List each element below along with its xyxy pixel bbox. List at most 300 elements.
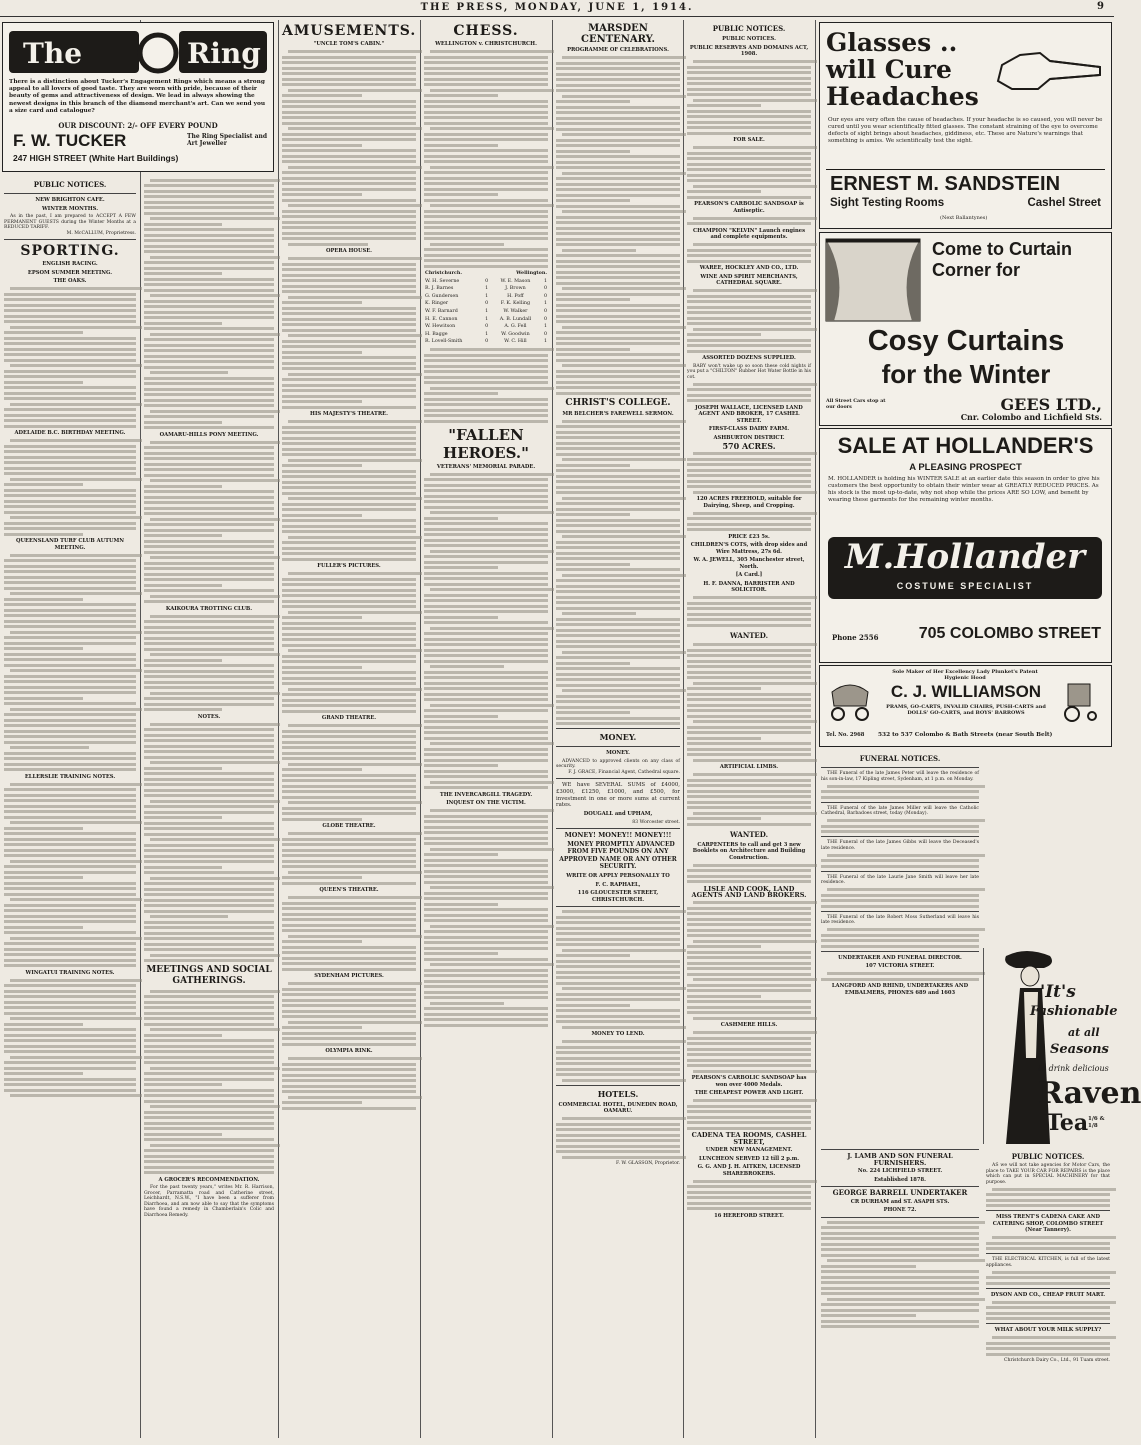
chess-cell: 1 (485, 286, 489, 292)
luncheon-line: LUNCHEON SERVED 12 till 2 p.m. (698, 1155, 800, 1162)
his-majesty-heading: HIS MAJESTY'S THEATRE. (310, 411, 388, 417)
text-line (424, 837, 548, 840)
chess-cell: 0 (485, 278, 489, 284)
christs-college-heading: CHRIST'S COLLEGE. (565, 397, 671, 408)
text-line (821, 1320, 979, 1323)
text-line (282, 232, 416, 235)
text-line (556, 348, 630, 351)
sale-prospect: A PLEASING PROSPECT (909, 462, 1022, 473)
text-block (687, 60, 811, 135)
text-line (821, 825, 979, 828)
text-line (687, 649, 811, 652)
text-line (986, 1276, 1110, 1279)
chess-cell: 0 (485, 324, 489, 330)
text-line (827, 888, 985, 891)
text-line (144, 926, 274, 929)
text-line (424, 94, 498, 97)
card-heading: [A Card.] (735, 572, 763, 578)
text-line (4, 370, 136, 373)
text-line (562, 1079, 686, 1082)
text-line (282, 682, 416, 685)
text-line (144, 739, 274, 742)
text-line (144, 932, 274, 935)
text-line (562, 458, 686, 461)
text-line (424, 671, 548, 674)
text-line (424, 414, 548, 417)
text-line (556, 954, 630, 957)
text-line (693, 491, 817, 494)
text-line (4, 636, 136, 639)
money-heading: MONEY. (599, 732, 637, 742)
text-line (288, 1021, 422, 1024)
text-line (282, 589, 416, 592)
text-line (424, 638, 548, 641)
text-line (144, 463, 274, 466)
text-line (687, 1037, 811, 1040)
text-line (144, 767, 222, 770)
text-line (562, 612, 636, 615)
text-line (556, 552, 680, 555)
text-line (282, 796, 416, 799)
text-line (424, 892, 548, 895)
text-line (687, 1000, 811, 1003)
text-line (556, 128, 680, 131)
raven-at-all: at all (1068, 1026, 1100, 1039)
text-line (4, 1012, 136, 1015)
text-line (424, 116, 548, 119)
text-line (4, 810, 136, 813)
text-line (687, 951, 811, 954)
text-line (4, 876, 83, 879)
text-line (144, 446, 274, 449)
text-line (282, 730, 416, 733)
text-line (4, 450, 136, 453)
text-line (687, 1059, 811, 1062)
text-line (821, 1276, 979, 1279)
text-line (424, 903, 498, 906)
text-line (282, 812, 416, 815)
text-line (556, 1128, 680, 1131)
text-line (556, 188, 680, 191)
text-line (144, 827, 274, 830)
text-line (144, 1039, 274, 1042)
text-line (144, 195, 274, 198)
text-line (288, 204, 422, 207)
text-line (282, 946, 416, 949)
text-line (4, 603, 136, 606)
text-line (144, 805, 274, 808)
text-line (687, 126, 811, 129)
text-line (282, 876, 362, 879)
text-line (144, 421, 222, 424)
chess-cell: H. Poff (507, 293, 524, 299)
text-line (827, 785, 985, 788)
text-line (282, 633, 416, 636)
text-line (424, 566, 498, 569)
text-line (424, 930, 548, 933)
chess-cell: W. E. Mason (500, 278, 531, 284)
text-line (693, 452, 817, 455)
text-line (693, 773, 817, 776)
masthead (0, 0, 1114, 17)
text-block (687, 643, 811, 762)
text-line (556, 199, 630, 202)
text-block (144, 179, 274, 430)
text-line (4, 909, 136, 912)
text-line (556, 183, 680, 186)
text-line (687, 676, 811, 679)
text-line (687, 311, 811, 314)
text-line (144, 745, 274, 748)
text-line (986, 1242, 1110, 1245)
column-rule (140, 20, 141, 1438)
text-block (4, 287, 136, 428)
text-line (144, 474, 274, 477)
text-line (556, 1150, 680, 1153)
text-line (282, 105, 416, 108)
text-line (4, 882, 136, 885)
text-line (687, 801, 811, 804)
text-line (556, 260, 680, 263)
text-line (144, 250, 274, 253)
text-line (282, 1063, 416, 1066)
text-line (424, 908, 548, 911)
text-line (282, 268, 416, 271)
text-line (556, 722, 680, 725)
text-line (282, 182, 416, 185)
text-line (144, 871, 274, 874)
text-line (424, 83, 548, 86)
text-line (4, 1039, 136, 1042)
text-line (144, 278, 274, 281)
text-line (144, 860, 274, 863)
money-ad-2-address: 83 Worcester street. (632, 819, 680, 825)
text-line (150, 410, 280, 413)
ellerslie-heading: ELLERSLIE TRAINING NOTES. (24, 773, 116, 780)
text-line (992, 1236, 1116, 1239)
chess-cell: W. C. Hill (504, 339, 527, 345)
text-line (556, 216, 680, 219)
text-line (4, 1045, 136, 1048)
text-line (282, 1010, 416, 1013)
text-line (144, 921, 274, 924)
text-line (150, 595, 280, 598)
text-line (10, 979, 142, 982)
text-line (282, 356, 416, 359)
text-line (556, 960, 680, 963)
for-sale-heading: FOR SALE. (733, 137, 765, 143)
text-line (424, 392, 498, 395)
text-line (4, 489, 136, 492)
text-block (986, 1336, 1110, 1356)
text-line (4, 827, 83, 830)
text-line (282, 144, 362, 147)
text-line (144, 637, 274, 640)
text-line (430, 848, 554, 851)
text-line (282, 968, 416, 971)
text-line (4, 359, 136, 362)
text-line (288, 572, 422, 575)
chess-cell: J. Brown (505, 286, 526, 292)
text-line (144, 507, 274, 510)
text-line (424, 731, 548, 734)
text-line (430, 89, 554, 92)
text-line (282, 367, 416, 370)
text-line (687, 322, 811, 325)
text-line (687, 1064, 811, 1067)
invalid-chair-icon (1056, 676, 1104, 724)
text-line (144, 1111, 274, 1114)
text-line (144, 239, 274, 242)
text-line (144, 600, 274, 603)
meetings-heading: MEETINGS AND SOCIAL GATHERINGS. (146, 965, 272, 986)
text-line (4, 331, 83, 334)
text-line (144, 496, 274, 499)
text-line (424, 381, 548, 384)
text-line (282, 61, 416, 64)
pearsons-ad: PEARSON'S CARBOLIC SANDSOAP is Antiseptic. (694, 201, 804, 214)
text-line (144, 888, 274, 891)
text-line (430, 550, 554, 553)
chess-subheading: WELLINGTON v. CHRISTCHURCH. (435, 41, 537, 47)
text-line (424, 177, 548, 180)
text-line (282, 100, 416, 103)
text-line (562, 210, 686, 213)
text-line (424, 544, 548, 547)
text-line (687, 989, 811, 992)
queens-heading: QUEEN'S THEATRE. (319, 887, 379, 893)
text-line (687, 790, 811, 793)
text-line (556, 238, 680, 241)
text-line (282, 389, 416, 392)
text-line (430, 886, 554, 889)
text-line (556, 150, 630, 153)
text-line (144, 620, 274, 623)
sale-body: M. HOLLANDER is holding his WINTER SALE at an earlier date this season in order to give his customers the best opportunity to obtain their winter wear at GREATLY REDUCED PRICES. As his stock is the most up-to-date, why not shop while the prices ARE SO LOW, and benefit by wearing these garments for the remaining winter months. (828, 476, 1100, 503)
text-line (430, 665, 504, 668)
text-line (687, 121, 811, 124)
text-line (282, 530, 416, 533)
text-line (144, 1138, 274, 1141)
text-line (282, 188, 416, 191)
text-line (693, 682, 817, 685)
text-line (144, 703, 274, 706)
text-block (821, 854, 979, 868)
chess-results-table (424, 270, 548, 346)
amusements-heading: AMUSEMENTS. (282, 23, 417, 39)
text-line (424, 875, 548, 878)
oaks-heading: THE OAKS. (53, 278, 87, 284)
text-line (282, 149, 416, 152)
text-line (430, 511, 554, 514)
text-line (562, 172, 686, 175)
cadena-heading: CADENA TEA ROOMS, CASHEL STREET, (691, 1131, 807, 1146)
globe-heading: GLOBE THEATRE. (322, 823, 376, 829)
text-line (288, 982, 422, 985)
text-line (693, 720, 817, 723)
text-line (150, 294, 280, 297)
williamson-address: 532 to 537 Colombo & Bath Streets (near South Belt) (878, 732, 1053, 738)
champion-ad: CHAMPION "KELVIN" Launch engines and complete equipments. (692, 227, 806, 240)
text-line (424, 583, 548, 586)
text-line (282, 1079, 416, 1082)
text-line (282, 514, 362, 517)
text-block (282, 572, 416, 713)
text-line (282, 860, 416, 863)
text-line (687, 485, 811, 488)
text-line (144, 659, 222, 662)
text-line (687, 1048, 811, 1051)
text-line (144, 360, 274, 363)
funeral-notice-3: THE Funeral of the late James Gibbs will leave the Deceased's late residence. (821, 840, 979, 851)
text-line (10, 516, 142, 519)
text-line (282, 644, 416, 647)
pn-notice-5: WHAT ABOUT YOUR MILK SUPPLY? (994, 1327, 1102, 1333)
text-line (4, 392, 136, 395)
text-line (4, 686, 136, 689)
text-line (282, 779, 416, 782)
text-line (144, 338, 274, 341)
text-line (282, 594, 416, 597)
text-line (288, 127, 422, 130)
text-line (562, 987, 686, 990)
text-line (424, 354, 548, 357)
text-line (562, 364, 686, 367)
text-line (282, 547, 416, 550)
text-line (144, 943, 274, 946)
text-line (687, 528, 811, 531)
text-line (687, 306, 811, 309)
marsden-heading: MARSDEN CENTENARY. (580, 23, 656, 45)
text-line (424, 947, 548, 950)
williamson-ad (819, 665, 1112, 747)
text-line (424, 605, 548, 608)
text-line (288, 935, 422, 938)
ring-ad-address: 247 HIGH STREET (White Hart Buildings) (13, 153, 179, 163)
text-line (687, 1196, 811, 1199)
text-line (424, 610, 548, 613)
cafe-notice-subtitle: WINTER MONTHS. (41, 205, 99, 212)
text-line (693, 383, 817, 386)
cadena-subheading: UNDER NEW MANAGEMENT. (705, 1147, 793, 1153)
text-line (4, 522, 136, 525)
text-line (821, 1265, 916, 1268)
column-4 (424, 20, 548, 1438)
hotels-heading: HOTELS. (597, 1088, 639, 1099)
text-line (430, 742, 554, 745)
text-line (424, 149, 548, 152)
text-line (4, 664, 136, 667)
text-line (821, 865, 979, 868)
text-line (687, 1006, 811, 1009)
text-line (424, 500, 548, 503)
text-line (556, 541, 680, 544)
text-line (282, 138, 416, 141)
text-line (827, 1298, 985, 1301)
text-line (556, 590, 680, 593)
text-line (4, 397, 136, 400)
text-line (282, 666, 362, 669)
text-line (687, 806, 811, 809)
text-line (424, 199, 548, 202)
text-line (687, 967, 811, 970)
text-line (424, 726, 548, 729)
text-line (144, 1166, 274, 1169)
text-line (430, 627, 554, 630)
text-line (821, 939, 979, 942)
dozens-heading: ASSORTED DOZENS SUPPLIED. (702, 355, 796, 361)
text-block (4, 783, 136, 968)
pn-notice-1: AS we will not take agencies for Motor Cars, the place to TAKE YOUR CAR FOR REPAIRS is the place which can put in SPECIAL MACHINERY for that purpose. (986, 1163, 1110, 1185)
text-line (424, 188, 548, 191)
text-line (556, 629, 680, 632)
text-line (4, 609, 136, 612)
text-line (556, 139, 680, 142)
gees-stop-note: All Street Cars stop at our doors (826, 398, 886, 410)
text-line (687, 254, 811, 257)
text-line (144, 1078, 274, 1081)
text-line (827, 819, 985, 822)
text-line (424, 376, 548, 379)
text-line (144, 1122, 274, 1125)
text-line (556, 563, 630, 566)
text-line (556, 425, 680, 428)
text-line (288, 1057, 422, 1060)
hollander-address: 705 COLOMBO STREET (918, 625, 1101, 642)
text-line (150, 838, 280, 841)
text-line (144, 305, 274, 308)
text-line (556, 486, 680, 489)
text-line (430, 243, 504, 246)
text-line (288, 497, 422, 500)
text-line (430, 166, 554, 169)
text-block (986, 1301, 1110, 1321)
ashburton-heading: ASHBURTON DISTRICT. (713, 434, 785, 441)
text-line (687, 748, 811, 751)
chess-cell: 0 (485, 301, 489, 307)
text-line (687, 317, 811, 320)
text-line (288, 166, 422, 169)
text-line (144, 245, 274, 248)
text-line (562, 326, 686, 329)
jewell-address: W. A. JEWELL, 305 Manchester street, North. (693, 557, 805, 570)
text-line (687, 463, 811, 466)
text-line (4, 494, 136, 497)
lamb-heading: J. LAMB AND SON FUNERAL FURNISHERS. (847, 1152, 953, 1167)
text-block (4, 554, 136, 772)
sandstein-subtitle: Sight Testing Rooms (830, 197, 945, 209)
text-line (150, 1028, 280, 1031)
fallen-heroes-heading: "FALLEN HEROES." (443, 425, 529, 462)
text-line (687, 1042, 811, 1045)
text-line (282, 78, 416, 81)
text-line (144, 844, 274, 847)
text-line (282, 913, 416, 916)
text-line (687, 339, 811, 342)
text-line (693, 596, 817, 599)
text-line (693, 940, 817, 943)
text-line (144, 1094, 274, 1097)
text-block (282, 1057, 416, 1110)
text-line (282, 226, 416, 229)
text-line (10, 287, 142, 290)
funeral-notice-2: THE Funeral of the late James Miller will leave the Catholic Cathedral, Barbadoes street, today (Monday). (821, 805, 979, 816)
text-line (556, 304, 680, 307)
text-line (687, 784, 811, 787)
text-block (687, 217, 811, 226)
text-line (556, 392, 680, 395)
text-line (687, 875, 811, 878)
